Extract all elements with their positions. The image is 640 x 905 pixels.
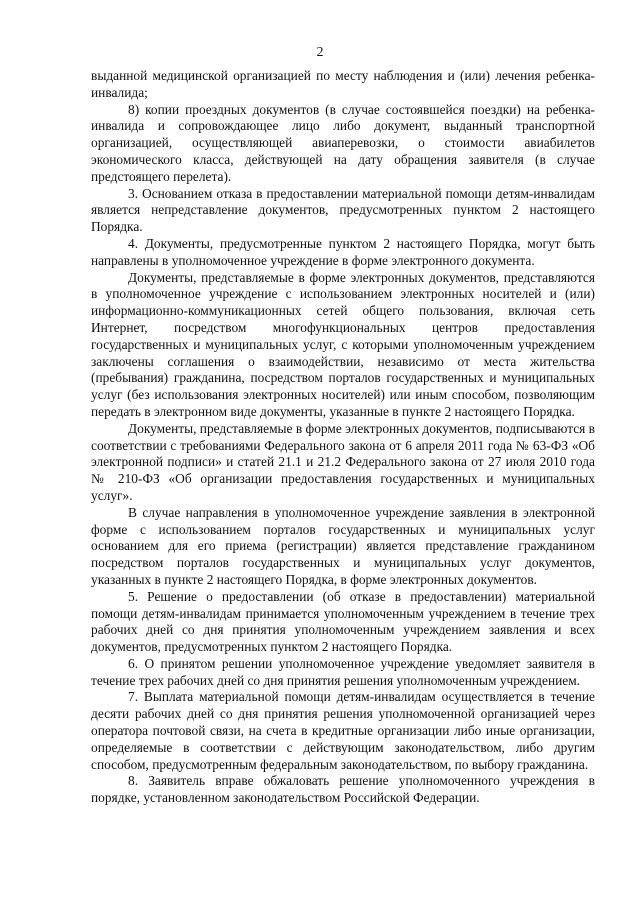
paragraph-clause-7: 7. Выплата материальной помощи детям-инвалидам осуществляется в течение десяти рабочих дней со дня принятия решения уполномоченной организацией через оператора почтовой связи, на счета в кредитные организации либо иные организации, определяемые в соответствии с действующим законодательством, либо другим способом, предусмотренным федеральным законодательством, по выбору гражданина. [91,689,595,772]
paragraph-clause-6: 6. О принятом решении уполномоченное учреждение уведомляет заявителя в течение трех рабочих дней со дня принятия решения уполномоченным учреждением. [91,655,595,688]
paragraph-electronic-signature: Документы, представляемые в форме электронных документов, подписываются в соответствии с требованиями Федерального закона от 6 апреля 2011 года № 63-ФЗ «Об электронной подписи» и статей 21.1 и 21.2 Федерального закона от 27 июля 2010 года № 210-ФЗ «Об организации предоставления государственных и муниципальных услуг». [91,420,595,503]
paragraph-item-8: 8) копии проездных документов (в случае состоявшейся поездки) на ребенка-инвалида и сопровождающее лицо либо документ, выданный транспортной организацией, осуществляющей авиаперевозки, о стоимости авиабилетов экономического класса, действующей на дату обращения заявителя (в случае предстоящего перелета). [91,101,595,184]
paragraph-continuation: выданной медицинской организацией по месту наблюдения и (или) лечения ребенка-инвалида; [91,68,595,100]
paragraph-electronic-submission: Документы, представляемые в форме электронных документов, представляются в уполномоченное учреждение с использованием электронных носителей и (или) информационно-коммуникационных сетей общего пользования, включая сеть Интернет, посредством многофункциональных центров предоставления государственных и муниципальных услуг, с которыми уполномоченным учреждением заключены соглашения о взаимодействии, независимо от места жительства (пребывания) гражданина, посредством порталов государственных и муниципальных услуг (без использования электронных носителей) или иным способом, позволяющим передать в электронном виде документы, указанные в пункте 2 настоящего Порядка. [91,269,595,419]
page-number: 2 [316,45,324,60]
document-body [91,68,595,807]
paragraph-portal-registration: В случае направления в уполномоченное учреждение заявления в электронной форме с использованием порталов государственных и муниципальных услуг основанием для его приема (регистрации) является представление гражданином посредством порталов государственных и муниципальных услуг документов, указанных в пункте 2 настоящего Порядка, в форме электронных документов. [91,504,595,587]
paragraph-clause-8: 8. Заявитель вправе обжаловать решение уполномоченного учреждения в порядке, установленном законодательством Российской Федерации. [91,773,595,806]
paragraph-clause-5: 5. Решение о предоставлении (об отказе в предоставлении) материальной помощи детям-инвалидам принимается уполномоченным учреждением в течение трех рабочих дней со дня принятия уполномоченным учреждением заявления и всех документов, предусмотренных пунктом 2 настоящего Порядка. [91,588,595,655]
paragraph-clause-4: 4. Документы, предусмотренные пунктом 2 настоящего Порядка, могут быть направлены в уполномоченное учреждение в форме электронного документа. [91,235,595,268]
paragraph-clause-3: 3. Основанием отказа в предоставлении материальной помощи детям-инвалидам является непредставление документов, предусмотренных пунктом 2 настоящего Порядка. [91,185,595,235]
